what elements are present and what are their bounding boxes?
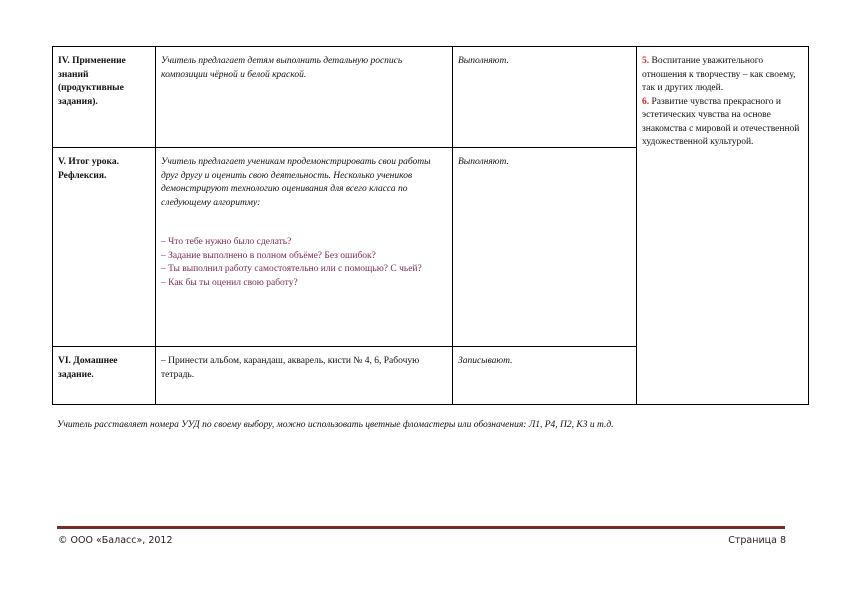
student-activity-cell bbox=[453, 347, 637, 405]
stage-cell bbox=[53, 347, 156, 405]
result-number: 6. bbox=[642, 96, 650, 107]
stage-label: V. Итог урока. Рефлексия. bbox=[58, 157, 119, 181]
teacher-note: Учитель расставляет номера УУД по своему выбору, можно использовать цветные фломастеры или обозначения: Л1, Р4, П2, К3 и т.д. bbox=[57, 420, 614, 430]
reflection-question: – Что тебе нужно было сделать? bbox=[161, 237, 292, 247]
student-activity-cell bbox=[453, 148, 637, 347]
result-item bbox=[642, 96, 803, 150]
stage-label: IV. Применение знаний (продуктивные задания). bbox=[58, 56, 126, 107]
teacher-activity-text: – Принести альбом, карандаш, акварель, кисти № 4, 6, Рабочую тетрадь. bbox=[161, 356, 420, 380]
teacher-activity-cell bbox=[156, 148, 453, 347]
table-row bbox=[53, 47, 809, 148]
teacher-activity-text: Учитель предлагает детям выполнить детальную роспись композиции чёрной и белой краской. bbox=[161, 56, 403, 80]
result-number: 5. bbox=[642, 56, 650, 66]
teacher-activity-cell bbox=[156, 347, 453, 405]
teacher-activity-cell bbox=[156, 47, 453, 148]
lesson-plan-table bbox=[52, 46, 809, 405]
reflection-question: – Как бы ты оценил свою работу? bbox=[161, 277, 298, 288]
student-activity-text: Выполняют. bbox=[458, 56, 509, 66]
student-activity-cell bbox=[453, 47, 637, 148]
result-text: Воспитание уважительного отношения к творчеству – как своему, так и других людей. bbox=[642, 56, 796, 93]
stage-cell bbox=[53, 148, 156, 347]
teacher-activity-text: Учитель предлагает ученикам продемонстрировать свои работы друг другу и оценить свою деятельность. Несколько учеников демонстрируют технологию оценивания для всего класса по следующему алгоритму: bbox=[161, 157, 431, 208]
stage-cell bbox=[53, 47, 156, 148]
reflection-question: – Задание выполнено в полном объёме? Без ошибок? bbox=[161, 250, 376, 261]
footer-divider bbox=[57, 526, 785, 529]
reflection-question: – Ты выполнил работу самостоятельно или с помощью? С чьей? bbox=[161, 264, 422, 274]
result-text: Развитие чувства прекрасного и эстетических чувства на основе знакомства с мировой и отечественной художественной культурой. bbox=[642, 96, 800, 147]
footer-copyright: © ООО «Баласс», 2012 bbox=[58, 535, 173, 546]
result-item bbox=[642, 55, 803, 96]
student-activity-text: Записывают. bbox=[458, 356, 513, 366]
results-cell bbox=[637, 47, 809, 405]
footer-page-number: Страница 8 bbox=[728, 535, 786, 546]
student-activity-text: Выполняют. bbox=[458, 157, 509, 167]
stage-label: VI. Домашнее задание. bbox=[58, 356, 118, 380]
